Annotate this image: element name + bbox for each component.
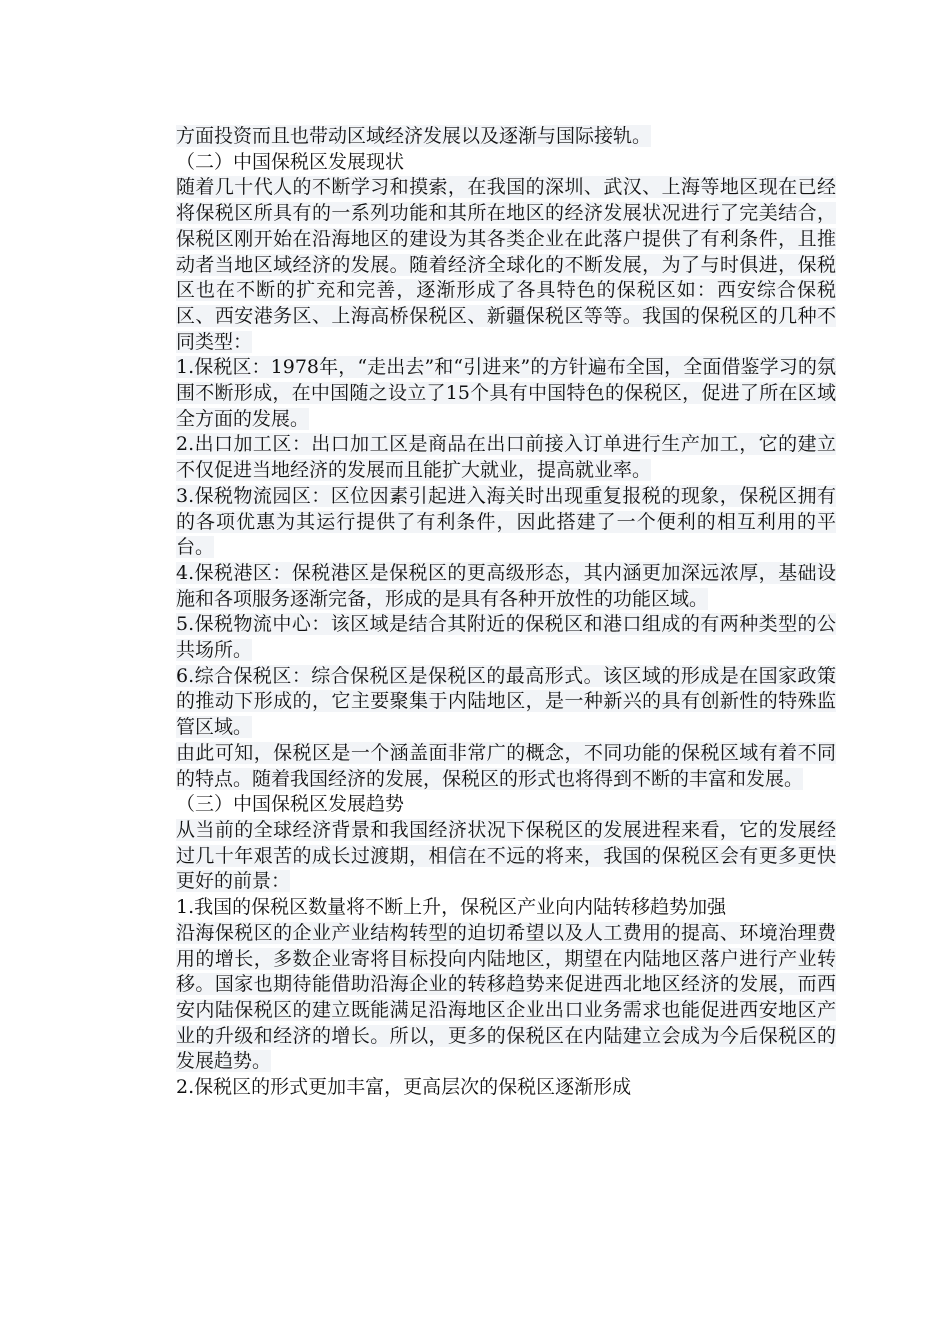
type-item-bonded-port-area: 4.保税港区：保税港区是保税区的更高级形态，其内涵更加深远浓厚，基础设施和各项服务逐渐完备，形成的是具有各种开放性的功能区域。 — [176, 561, 836, 610]
section-heading-current-status: （二）中国保税区发展现状 — [176, 150, 405, 173]
trend-1-title: 1.我国的保税区数量将不断上升，保税区产业向内陆转移趋势加强 — [176, 896, 727, 919]
intro-line: 方面投资而且也带动区域经济发展以及逐渐与国际接轨。 — [176, 125, 652, 147]
type-item-bonded-zone: 1.保税区：1978年，“走出去”和“引进来”的方针遍布全国，全面借鉴学习的氛围不断形成，在中国随之设立了15个具有中国特色的保税区，促进了所在区域全方面的发展。 — [176, 356, 836, 430]
trend-1-body: 沿海保税区的企业产业结构转型的迫切希望以及人工费用的提高、环境治理费用的增长，多数企业寄将目标投向内陆地区，期望在内陆地区落户进行产业转移。国家也期待能借助沿海企业的转移趋势来促进西北地区经济的发展，而西安内陆保税区的建立既能满足沿海地区企业出口业务需求也能促进西安地区产业的升级和经济的增长。所以，更多的保税区在内陆建立会成为今后保税区的发展趋势。 — [176, 921, 836, 1073]
trends-intro: 从当前的全球经济背景和我国经济状况下保税区的发展进程来看，它的发展经过几十年艰苦的成长过渡期，相信在不远的将来，我国的保税区会有更多更快更好的前景： — [176, 818, 836, 893]
section-heading-trends: （三）中国保税区发展趋势 — [176, 793, 405, 816]
type-item-bonded-logistics-center: 5.保税物流中心：该区域是结合其附近的保税区和港口组成的有两种类型的公共场所。 — [176, 613, 836, 662]
type-item-export-processing-zone: 2.出口加工区：出口加工区是商品在出口前接入订单进行生产加工，它的建立不仅促进当地经济的发展而且能扩大就业，提高就业率。 — [176, 433, 836, 482]
current-status-paragraph: 随着几十代人的不断学习和摸索，在我国的深圳、武汉、上海等地区现在已经将保税区所具有的一系列功能和其所在地区的经济发展状况进行了完美结合，保税区刚开始在沿海地区的建设为其各类企业在此落户提供了有利条件，且推动者当地区域经济的发展。随着经济全球化的不断发展，为了与时俱进，保税区也在不断的扩充和完善，逐渐形成了各具特色的保税区如：西安综合保税区、西安港务区、上海高桥保税区、新疆保税区等等。我国的保税区的几种不同类型： — [176, 176, 836, 353]
type-item-comprehensive-bonded-zone: 6.综合保税区：综合保税区是保税区的最高形式。该区域的形成是在国家政策的推动下形成的，它主要聚集于内陆地区，是一种新兴的具有创新性的特殊监管区域。 — [176, 664, 836, 739]
trend-2-title: 2.保税区的形式更加丰富，更高层次的保税区逐渐形成 — [176, 1076, 632, 1099]
current-status-conclusion: 由此可知，保税区是一个涵盖面非常广的概念，不同功能的保税区域有着不同的特点。随着我国经济的发展，保税区的形式也将得到不断的丰富和发展。 — [176, 741, 836, 790]
document-page — [176, 124, 836, 1101]
type-item-bonded-logistics-park: 3.保税物流园区：区位因素引起进入海关时出现重复报税的现象，保税区拥有的各项优惠为其运行提供了有利条件，因此搭建了一个便利的相互利用的平台。 — [176, 484, 836, 559]
